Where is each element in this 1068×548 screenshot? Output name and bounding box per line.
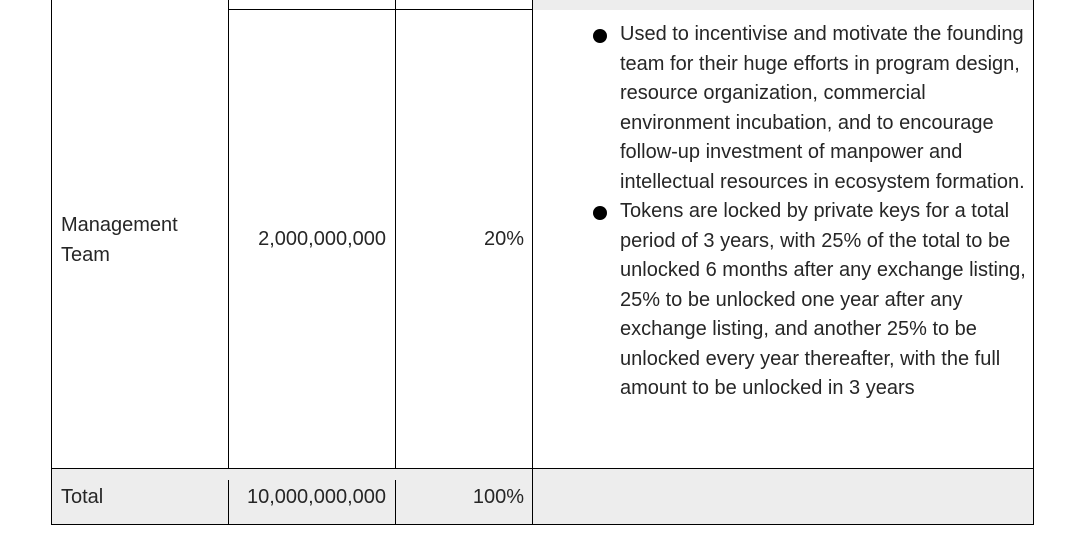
management-category-line2: Team — [61, 243, 110, 266]
grid-v-4 — [532, 0, 533, 525]
total-category: Total — [61, 486, 104, 508]
management-description — [620, 20, 1028, 404]
bullet-item — [620, 197, 1028, 404]
grid-v-right — [1033, 0, 1034, 525]
previous-row-fill — [533, 0, 1034, 10]
management-percent: 20% — [483, 228, 524, 250]
grid-h-mid — [51, 468, 1034, 469]
management-category-cell — [61, 211, 221, 270]
bullet-dot-icon — [593, 206, 607, 220]
grid-h-top — [228, 9, 533, 10]
description-bullet-list — [620, 20, 1028, 404]
bullet-text: Used to incentivise and motivate the founding team for their huge efforts in program design, resource organization, commercial environment incubation, and to encourage follow-up investment of manpower and intellectual resources in ecosystem formation. — [620, 23, 1025, 193]
grid-v-left — [51, 0, 52, 525]
total-percent: 100% — [472, 486, 524, 508]
total-amount: 10,000,000,000 — [246, 486, 386, 508]
bullet-dot-icon — [593, 29, 607, 43]
grid-h-bottom — [51, 524, 1034, 525]
bullet-item — [620, 20, 1028, 197]
management-category-line1: Management — [61, 214, 178, 236]
management-amount: 2,000,000,000 — [258, 228, 386, 250]
bullet-text: Tokens are locked by private keys for a total period of 3 years, with 25% of the total to be unlocked 6 months after any exchange listing, 25% to be unlocked one year after any exchange listing, and another 25% to be unlocked every year thereafter, with the full amount to be unlocked in 3 years — [620, 200, 1026, 399]
